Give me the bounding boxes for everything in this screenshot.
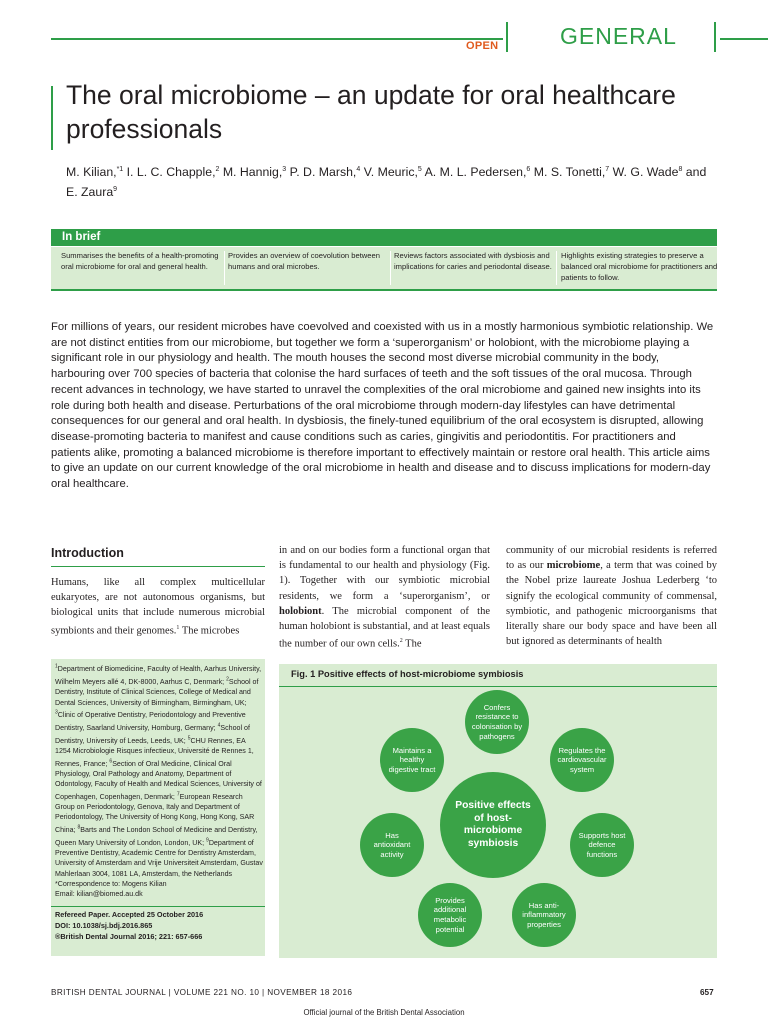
header-divider-right <box>714 22 716 52</box>
journal-citation: ®British Dental Journal 2016; 221: 657-666 <box>55 931 203 941</box>
section-label: GENERAL <box>560 23 677 49</box>
author-list <box>66 161 716 201</box>
figure-node: Confers resistance to colonisation by pathogens <box>465 690 529 754</box>
author-name: M. S. Tonetti, <box>533 165 606 180</box>
body-text: in and on our bodies form a functional organ that is fundamental to our health and physiology (Fig. 1). Together with our symbiotic microbial residents, we form a ‘superorganism’, or <box>279 545 490 602</box>
author-name: and E. Zaura <box>66 165 707 200</box>
affiliation-number: 9 <box>206 837 209 844</box>
correspondence: *Correspondence to: Mogens Kilian <box>55 879 167 888</box>
affiliation-number: 6 <box>109 758 113 765</box>
author-affiliation-ref: 5 <box>417 166 422 173</box>
article-title: The oral microbiome – an update for oral healthcare professionals <box>66 80 676 144</box>
body-text: The <box>402 638 422 650</box>
affiliation-text: CHU Rennes, EA 1254 Microbiologie Risques infectieux, Université de Rennes 1, Rennes, France; <box>55 736 254 768</box>
in-brief-item: Provides an overview of coevolution between humans and oral microbes. <box>228 251 380 271</box>
affiliation-number: 5 <box>187 735 191 742</box>
term-holobiont: holobiont <box>279 605 322 617</box>
body-text: The microbes <box>179 625 240 637</box>
publication-info <box>55 910 263 942</box>
figure-title-rule <box>279 686 717 687</box>
author-name: W. G. Wade <box>612 165 679 180</box>
in-brief-divider <box>556 251 557 285</box>
open-access-label: OPEN <box>466 40 499 52</box>
affiliation-number: 2 <box>226 676 229 683</box>
body-column-3 <box>506 543 717 649</box>
figure-node: Has anti-inflammatory properties <box>512 883 576 947</box>
page-number: 657 <box>700 988 714 997</box>
in-brief-panel <box>51 247 717 291</box>
figure-title: Fig. 1 Positive effects of host-microbiome symbiosis <box>291 669 524 679</box>
affiliations-text <box>55 662 263 899</box>
affiliation-text: Department of Preventive Dentistry, Academic Centre for Dentistry Amsterdam, University of Amsterdam and Vrije Universiteit Amsterdam, Gustav Mahlerlaan 3004, 1081 LA, Amsterdam, the Netherlands <box>55 838 263 878</box>
introduction-heading: Introduction <box>51 546 124 560</box>
author-affiliation-ref: 3 <box>282 166 287 173</box>
body-text: community of our microbial residents is referred to as our <box>506 545 717 572</box>
affiliation-number: 8 <box>77 824 81 831</box>
author-affiliation-ref: 7 <box>605 166 610 173</box>
body-text: Humans, like all complex multicellular eukaryotes, are not autonomous organisms, but biological units that include numerous microbial symbionts and their genomes. <box>51 577 265 637</box>
affiliation-text: Department of Biomedicine, Faculty of Health, Aarhus University, Wilhelm Meyers allé 4, DK-8000, Aarhus C, Denmark; <box>55 665 262 687</box>
author-affiliation-ref: 8 <box>678 166 683 173</box>
in-brief-heading: In brief <box>51 229 717 246</box>
doi: DOI: 10.1038/sj.bdj.2016.865 <box>55 920 153 930</box>
author-affiliation-ref: 4 <box>356 166 361 173</box>
author-name: I. L. C. Chapple, <box>126 165 216 180</box>
author-affiliation-ref: 9 <box>113 186 118 194</box>
in-brief-item: Summarises the benefits of a health-promoting oral microbiome for oral and general health. <box>61 251 219 271</box>
in-brief-item: Reviews factors associated with dysbiosis and implications for caries and periodontal disease. <box>394 251 552 271</box>
figure-node: Supports host defence functions <box>570 813 634 877</box>
citation-ref: 2 <box>399 638 403 645</box>
header-rule-right <box>720 38 768 40</box>
author-name: P. D. Marsh, <box>289 165 357 180</box>
figure-node: Has antioxidant activity <box>360 813 424 877</box>
refereed-note: Refereed Paper. Accepted 25 October 2016 <box>55 910 204 919</box>
body-column-2 <box>279 543 490 652</box>
affiliation-number: 7 <box>176 791 180 798</box>
body-text: , a term that was coined by the Nobel prize laureate Joshua Lederberg ‘to signify the ecological community of commensal, symbiotic, and pathogenic microorganisms that literally share our body space and have been all but ignored as determinants of health <box>506 560 717 648</box>
footer-official: Official journal of the British Dental Association <box>303 1008 465 1017</box>
in-brief-divider <box>390 251 391 285</box>
author-name: V. Meuric, <box>363 165 418 180</box>
title-accent-bar <box>51 86 53 150</box>
introduction-rule <box>51 566 265 567</box>
affiliation-number: 1 <box>55 664 58 670</box>
footer-journal-info: BRITISH DENTAL JOURNAL | VOLUME 221 NO. 10 | NOVEMBER 18 2016 <box>51 988 353 997</box>
body-column-1 <box>51 575 265 638</box>
in-brief-divider <box>224 251 225 285</box>
abstract: For millions of years, our resident microbes have coevolved and coexisted with us in a mostly harmonious symbiotic relationship. We are not distinct entities from our microbiome, but together we form a ‘superorganism’ or holobiont, with the microbiome playing a significant role in our physiology and health. The mouth houses the second most diverse microbial community in the body, harbouring over 700 species of bacteria that colonise the hard surfaces of teeth and the soft tissues of the oral mucosa. Through recent advances in technology, we have started to unravel the complexities of the oral microbiome and gained new insights into its role during both health and disease. Perturbations of the oral microbiome through modern-day lifestyles can have detrimental consequences for our general and oral health. In dysbiosis, the finely-tuned equilibrium of the oral ecosystem is disrupted, allowing disease-promoting bacteria to manifest and cause conditions such as caries, gingivitis and periodontitis. For practitioners and patients alike, promoting a balanced microbiome is therefore important to effectively maintain or restore oral health. This article aims to give an update on our current knowledge of the oral microbiome in health and disease and to discuss implications for modern-day oral healthcare. <box>51 321 714 491</box>
affiliation-number: 3 <box>55 709 58 716</box>
author-name: A. M. L. Pedersen, <box>424 165 527 180</box>
affiliation-text: Clinic of Operative Dentistry, Periodontology and Preventive Dentistry, Saarland University, Homburg, Germany; <box>55 711 246 732</box>
term-microbiome: microbiome <box>546 560 601 572</box>
author-affiliation-ref: *1 <box>116 166 124 173</box>
email: Email: kilian@biomed.au.dk <box>55 890 143 899</box>
header-rule-left <box>51 38 503 40</box>
header-divider <box>506 22 508 52</box>
affiliation-text: School of Dentistry, Institute of Clinical Sciences, College of Medical and Dental Sciences, University of Birmingham, Birmingham, UK; <box>55 678 259 707</box>
affiliation-text: Section of Oral Medicine, Clinical Oral Physiology, Oral Pathology and Anatomy, Department of Odontology, Faculty of Health and Medical Sciences, University of Copenhagen, Copenhagen, Denmark; <box>55 759 262 801</box>
author-affiliation-ref: 2 <box>215 166 220 173</box>
figure-node: Maintains a healthy digestive tract <box>380 728 444 792</box>
figure-node: Provides additional metabolic potential <box>418 883 482 947</box>
affiliation-text: Barts and The London School of Medicine and Dentistry, Queen Mary University of London, London, UK; <box>55 826 258 847</box>
affiliation-text: School of Dentistry, University of Leeds, Leeds, UK; <box>55 723 250 745</box>
affiliation-text: European Research Group on Periodontology, Genova, Italy and Department of Periodontology, The University of Hong Kong, Hong Kong, SAR China; <box>55 792 255 835</box>
body-text: . The microbial component of the human holobiont is substantial, and at least equals the number of our own cells. <box>279 605 490 650</box>
author-name: M. Hannig, <box>222 165 283 180</box>
citation-ref: 1 <box>176 624 180 631</box>
affiliation-number: 4 <box>217 722 221 729</box>
author-name: M. Kilian, <box>66 165 117 180</box>
figure-center-node: Positive effects of host-microbiome symbiosis <box>440 772 546 878</box>
figure-node: Regulates the cardiovascular system <box>550 728 614 792</box>
author-affiliation-ref: 6 <box>526 166 531 173</box>
affiliations-divider <box>51 906 265 907</box>
in-brief-item: Highlights existing strategies to preserve a balanced oral microbiome for practitioners and patients to follow. <box>561 251 718 282</box>
